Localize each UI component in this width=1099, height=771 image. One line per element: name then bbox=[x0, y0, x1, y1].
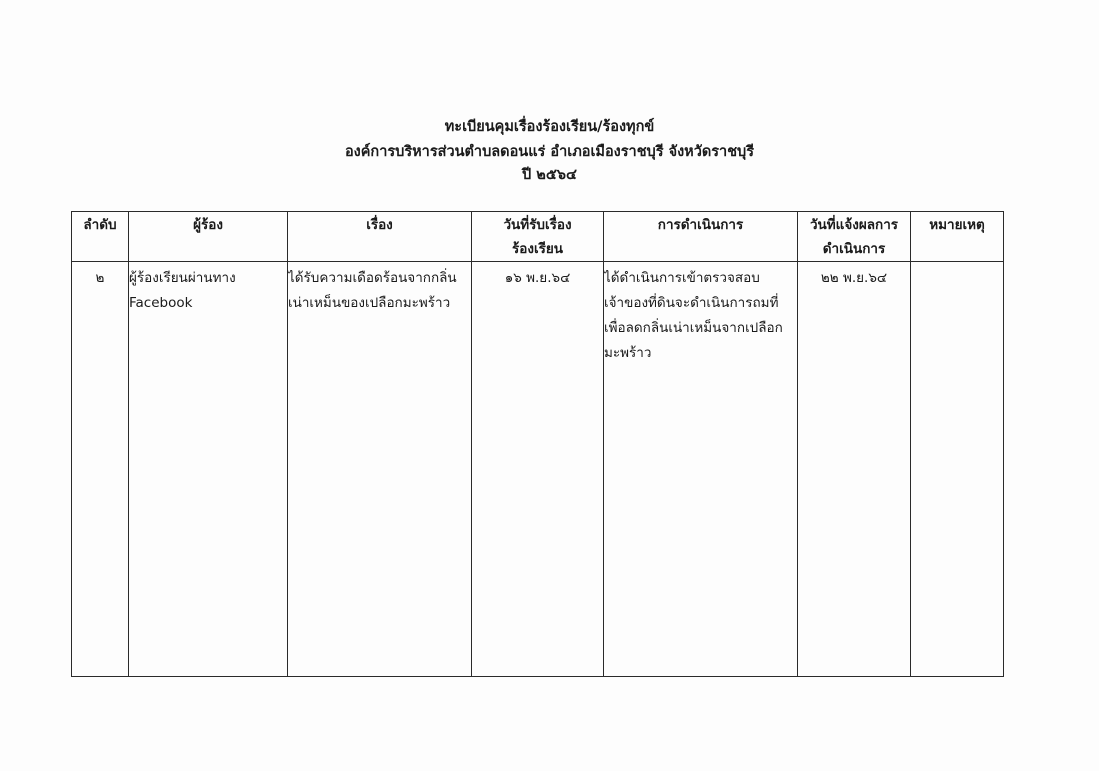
cell-action-line2: เจ้าของที่ดินจะดำเนินการถมที่ bbox=[604, 295, 779, 311]
col-header-no: ลำดับ bbox=[72, 212, 129, 262]
fiscal-year: ปี ๒๕๖๔ bbox=[522, 167, 577, 183]
col-header-notified-line1: วันที่แจ้งผลการ bbox=[809, 217, 899, 233]
table-row bbox=[72, 262, 1004, 677]
cell-action-line1: ได้ดำเนินการเข้าตรวจสอบ bbox=[604, 270, 760, 286]
table-header-row bbox=[72, 212, 1004, 262]
cell-action-line3: เพื่อลดกลิ่นเน่าเหม็นจากเปลือก bbox=[604, 320, 783, 336]
col-header-action: การดำเนินการ bbox=[604, 212, 798, 262]
document-title: ทะเบียนคุมเรื่องร้องเรียน/ร้องทุกข์ bbox=[444, 119, 655, 135]
cell-complainant bbox=[129, 262, 288, 677]
col-header-notified-date bbox=[798, 212, 911, 262]
cell-notified-date: ๒๒ พ.ย.๖๔ bbox=[798, 262, 911, 677]
col-header-remark: หมายเหตุ bbox=[911, 212, 1004, 262]
cell-action-line4: มะพร้าว bbox=[604, 345, 652, 361]
col-header-received-line1: วันที่รับเรื่อง bbox=[503, 217, 572, 233]
cell-action bbox=[604, 262, 798, 677]
cell-subject-line2: เน่าเหม็นของเปลือกมะพร้าว bbox=[288, 295, 451, 311]
col-header-subject: เรื่อง bbox=[288, 212, 472, 262]
cell-received-date: ๑๖ พ.ย.๖๔ bbox=[472, 262, 604, 677]
col-header-notified-line2: ดำเนินการ bbox=[822, 241, 886, 257]
cell-complainant-line2: Facebook bbox=[129, 295, 193, 311]
organization-line: องค์การบริหารส่วนตำบลดอนแร่ อำเภอเมืองราชบุรี จังหวัดราชบุรี bbox=[344, 144, 755, 160]
cell-subject-line1: ได้รับความเดือดร้อนจากกลิ่น bbox=[288, 270, 457, 286]
cell-no: ๒ bbox=[72, 262, 129, 677]
cell-subject bbox=[288, 262, 472, 677]
complaint-register-table bbox=[71, 211, 1004, 677]
col-header-complainant: ผู้ร้อง bbox=[129, 212, 288, 262]
col-header-received-date bbox=[472, 212, 604, 262]
col-header-received-line2: ร้องเรียน bbox=[512, 241, 563, 257]
cell-remark bbox=[911, 262, 1004, 677]
cell-complainant-line1: ผู้ร้องเรียนผ่านทาง bbox=[129, 270, 236, 286]
